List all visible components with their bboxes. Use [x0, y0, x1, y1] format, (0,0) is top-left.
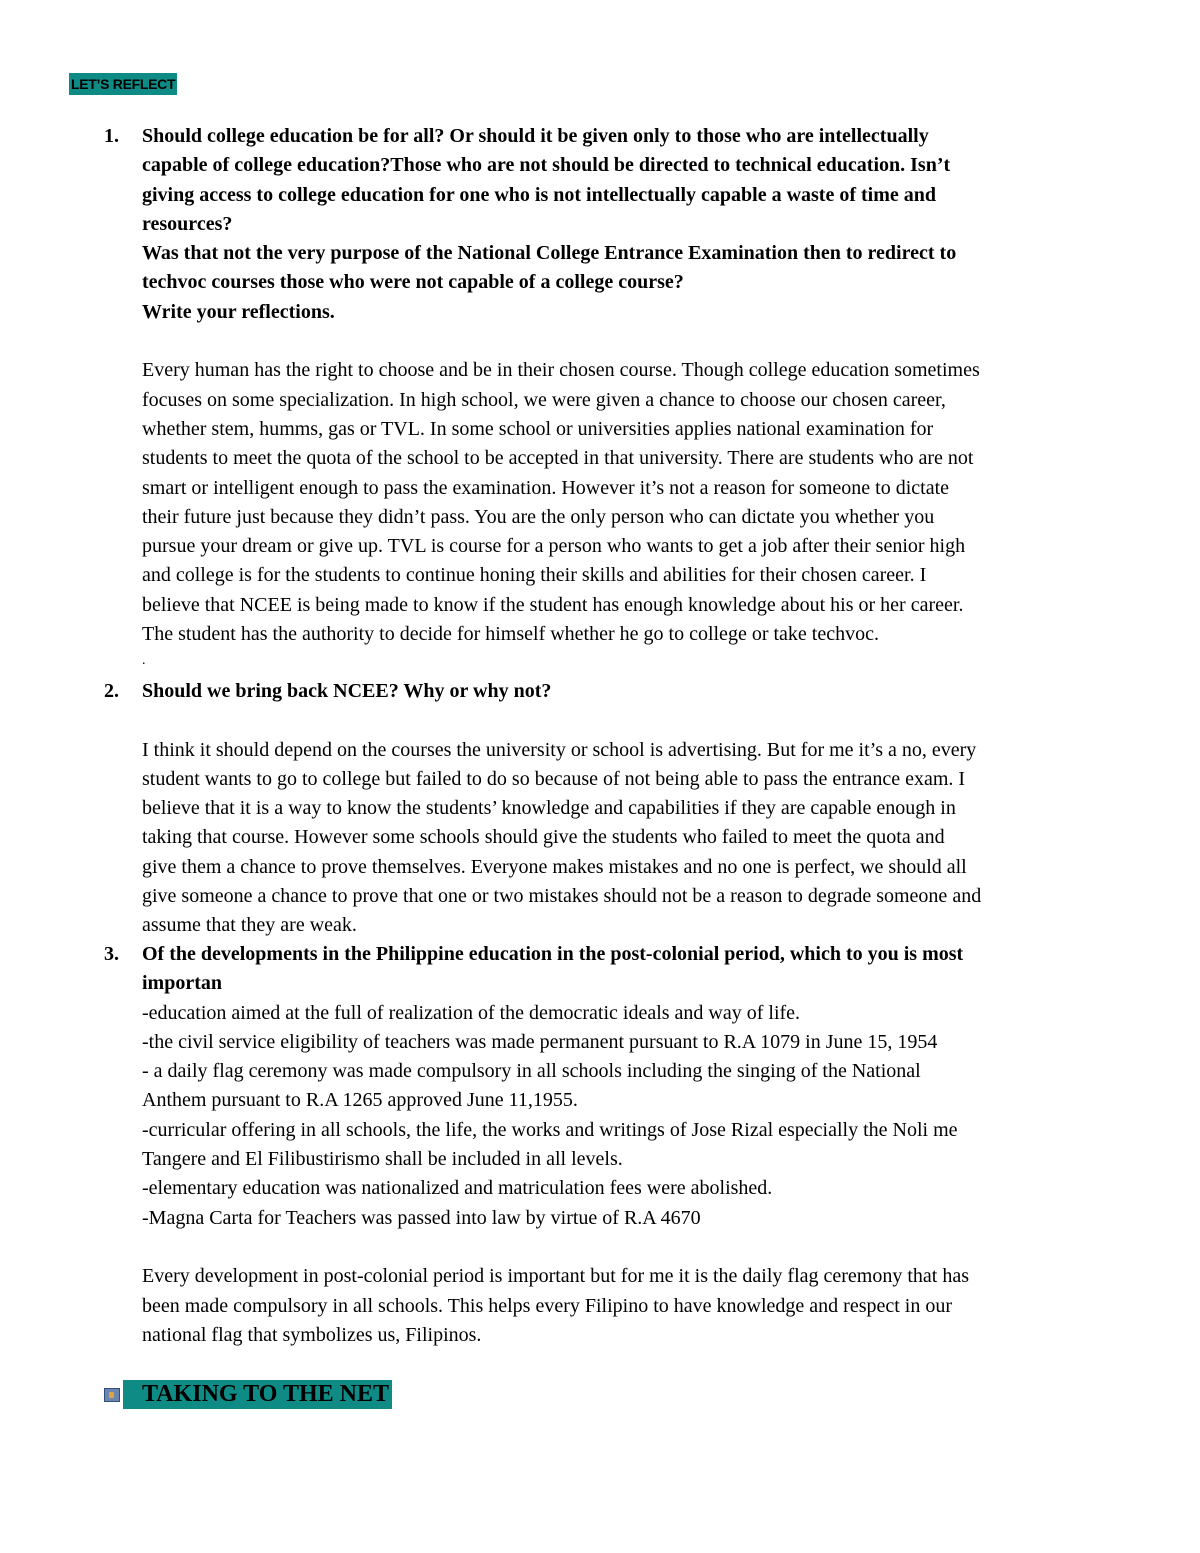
prompt-line: Should we bring back NCEE? Why or why not? — [142, 680, 552, 702]
prompt-line: importan — [142, 972, 222, 995]
prompt-line: Was that not the very purpose of the National College Entrance Examination then to redirect to — [142, 242, 957, 265]
answer-line: believe that NCEE is being made to know if the student has enough knowledge about his or her career. — [142, 593, 964, 616]
section-header-taking-to-the-net — [104, 1380, 392, 1409]
question-2-body — [142, 677, 1142, 941]
answer-line: I think it should depend on the courses the university or school is advertising. But for me it’s a no, every — [142, 738, 977, 761]
section-header-lets-reflect: LET’S REFLECT — [69, 73, 177, 95]
development-list — [142, 999, 1142, 1233]
trailing-mark: . — [142, 653, 146, 668]
answer-line: whether stem, humms, gas or TVL. In some school or universities applies national examination for — [142, 417, 934, 440]
list-item: Tangere and El Filibustirismo shall be included in all levels. — [142, 1148, 623, 1171]
list-item: -elementary education was nationalized and matriculation fees were abolished. — [142, 1177, 773, 1200]
prompt-line: Write your reflections. — [142, 300, 335, 323]
list-item: -education aimed at the full of realization of the democratic ideals and way of life. — [142, 1001, 801, 1024]
answer-line: student wants to go to college but failed to do so because of not being able to pass the entrance exam. I — [142, 767, 966, 790]
list-item: - a daily flag ceremony was made compulsory in all schools including the singing of the National — [142, 1060, 921, 1083]
answer-line: focuses on some specialization. In high school, we were given a chance to choose our chosen career, — [142, 388, 946, 411]
list-item: -curricular offering in all schools, the life, the works and writings of Jose Rizal especially the Noli me — [142, 1118, 958, 1141]
prompt-line: giving access to college education for one who is not intellectually capable a waste of time and — [142, 183, 937, 206]
answer-line: assume that they are weak. — [142, 914, 357, 937]
image-icon — [104, 1388, 120, 1402]
question-3-body — [142, 940, 1142, 1350]
prompt-line: Of the developments in the Philippine education in the post-colonial period, which to you is most — [142, 943, 964, 965]
prompt-line: techvoc courses those who were not capable of a college course? — [142, 271, 684, 294]
answer-line: pursue your dream or give up. TVL is course for a person who wants to get a job after their senior high — [142, 535, 966, 558]
answer-line: give someone a chance to prove that one or two mistakes should not be a reason to degrade someone and — [142, 885, 982, 908]
answer-line: taking that course. However some schools should give the students who failed to meet the quota and — [142, 826, 945, 849]
answer-line: students to meet the quota of the school to be accepted in that university. There are students who are not — [142, 447, 974, 470]
answer-line: smart or intelligent enough to pass the examination. However it’s not a reason for someone to dictate — [142, 476, 950, 499]
answer-paragraph — [142, 356, 1142, 649]
list-item: Anthem pursuant to R.A 1265 approved June 11,1955. — [142, 1089, 578, 1112]
list-item: -the civil service eligibility of teachers was made permanent pursuant to R.A 1079 in June 15, 1954 — [142, 1030, 938, 1053]
answer-line: give them a chance to prove themselves. Everyone makes mistakes and no one is perfect, we should all — [142, 855, 967, 878]
question-number: 1. — [104, 125, 119, 147]
question-number: 2. — [104, 680, 119, 702]
question-number: 3. — [104, 943, 119, 965]
footer-title: TAKING TO THE NET — [123, 1380, 392, 1409]
answer-paragraph — [142, 736, 1142, 941]
answer-line: been made compulsory in all schools. This helps every Filipino to have knowledge and respect in our — [142, 1294, 953, 1317]
prompt-line: capable of college education?Those who are not should be directed to technical education. Isn’t — [142, 154, 951, 177]
answer-line: believe that it is a way to know the students’ knowledge and capabilities if they are capable enough in — [142, 797, 956, 820]
answer-paragraph — [142, 1262, 1142, 1350]
answer-line: and college is for the students to continue honing their skills and abilities for their chosen career. I — [142, 564, 927, 587]
answer-line: The student has the authority to decide for himself whether he go to college or take techvoc. — [142, 623, 879, 646]
question-1-body — [142, 122, 1142, 649]
list-item: -Magna Carta for Teachers was passed into law by virtue of R.A 4670 — [142, 1206, 701, 1229]
answer-line: national flag that symbolizes us, Filipinos. — [142, 1323, 482, 1346]
answer-line: Every human has the right to choose and be in their chosen course. Though college education sometimes — [142, 359, 980, 382]
prompt-line: Should college education be for all? Or should it be given only to those who are intellectually — [142, 125, 929, 147]
answer-line: their future just because they didn’t pass. You are the only person who can dictate you whether you — [142, 505, 935, 528]
answer-line: Every development in post-colonial period is important but for me it is the daily flag ceremony that has — [142, 1265, 970, 1288]
prompt-line: resources? — [142, 212, 233, 235]
